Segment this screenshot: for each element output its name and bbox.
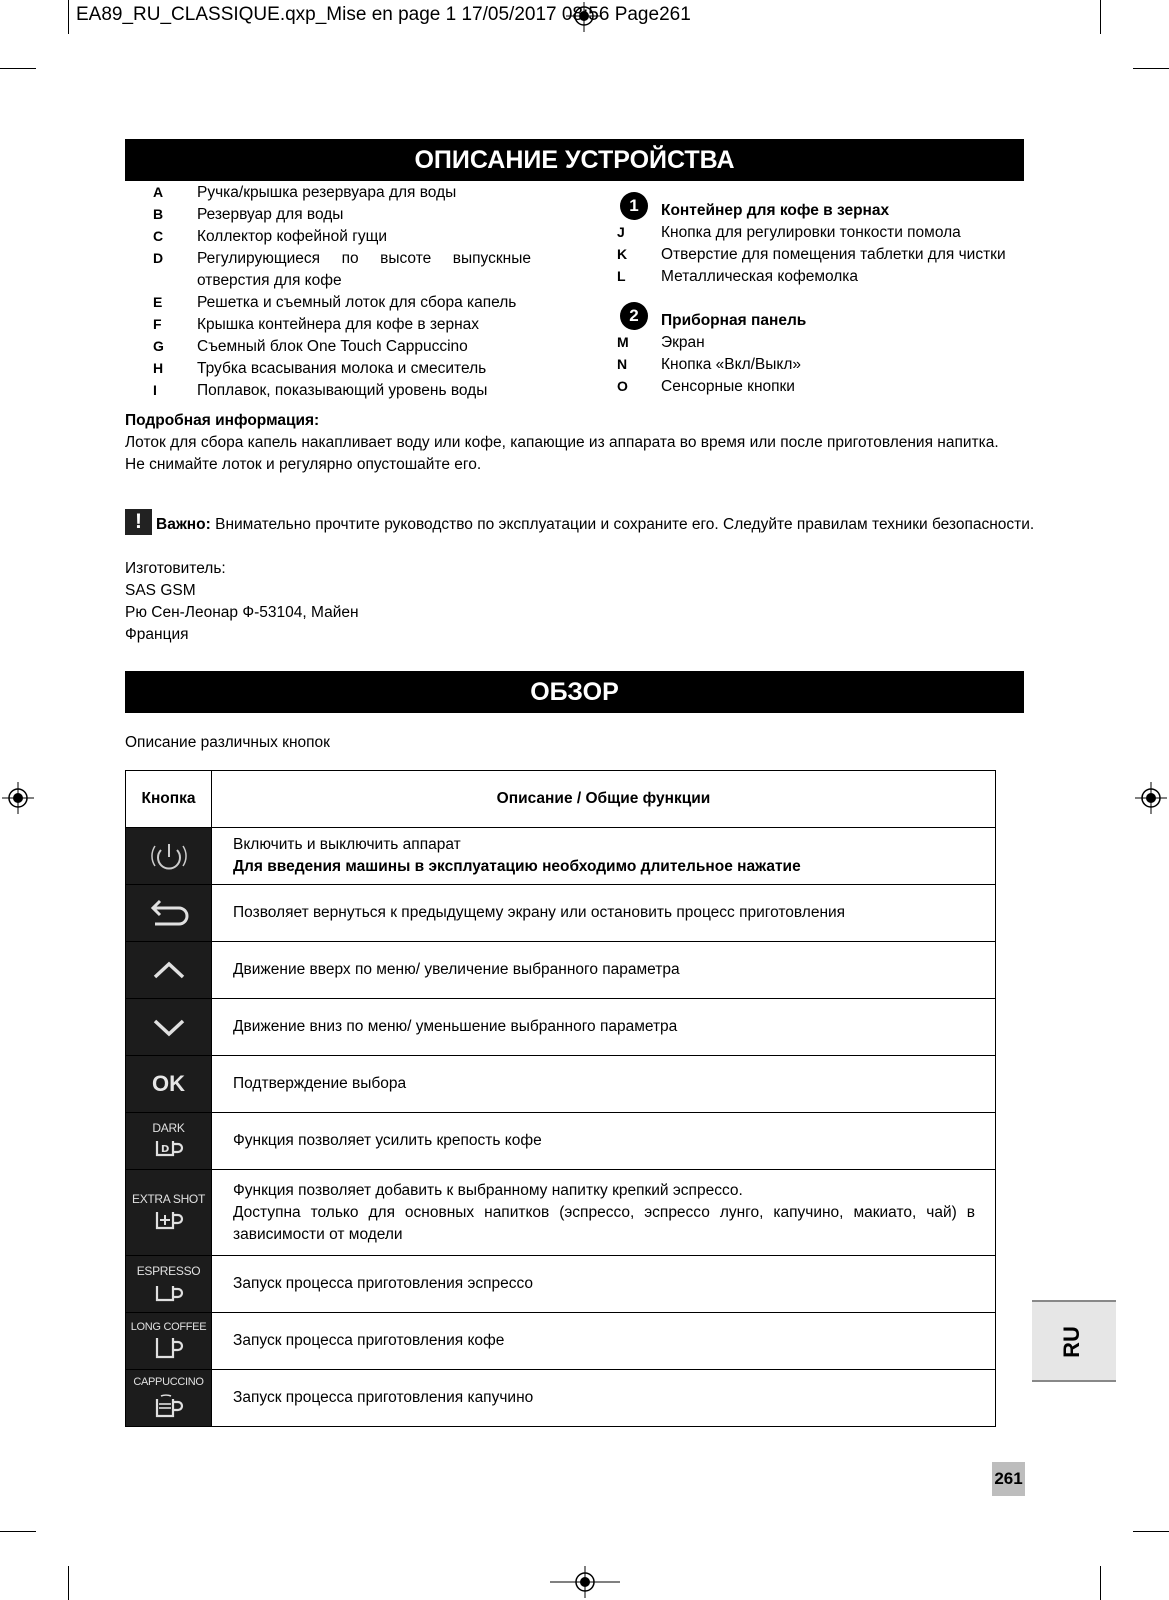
part-text: Сенсорные кнопки [661, 378, 795, 395]
part-text: Отверстие для помещения таблетки для чистки [661, 246, 1006, 263]
part-text: Кнопка «Вкл/Выкл» [661, 356, 802, 373]
part-text: Съемный блок One Touch Cappuccino [197, 338, 468, 355]
part-text: Кнопка для регулировки тонкости помола [661, 224, 961, 241]
part-letter: H [153, 360, 164, 376]
part-letter: N [617, 356, 628, 372]
group-title: Приборная панель [661, 312, 807, 329]
chevron-down-icon [126, 999, 212, 1056]
info-line: Не снимайте лоток и регулярно опустошайте его. [125, 456, 482, 473]
manufacturer-line: Рю Сен-Леонар Ф-53104, Майен [125, 604, 359, 621]
overview-intro: Описание различных кнопок [125, 734, 330, 751]
part-text: Металлическая кофемолка [661, 268, 859, 285]
section-title-overview: ОБЗОР [125, 671, 1024, 713]
info-line: Лоток для сбора капель накапливает воду или кофе, капающие из аппарата во время или после приготовления напитка. [125, 434, 999, 451]
ok-icon [126, 1056, 212, 1113]
table-row [126, 1056, 996, 1113]
table-header-row [126, 771, 996, 828]
icon-label: CAPPUCCINO [133, 1376, 204, 1388]
part-letter: A [153, 184, 164, 200]
part-text: Экран [661, 334, 705, 351]
description-cell: Движение вниз по меню/ уменьшение выбранного параметра [212, 999, 996, 1056]
part-letter: E [153, 294, 163, 310]
trim-mark [1133, 1531, 1169, 1532]
part-text: Ручка/крышка резервуара для воды [197, 184, 457, 201]
description-cell [212, 828, 996, 885]
part-text: Поплавок, показывающий уровень воды [197, 382, 488, 399]
description-text: Доступна только для основных напитков (эспрессо, эспрессо лунго, капучино, макиато, чай) в зависимости от модели [233, 1203, 975, 1243]
icon-label: LONG COFFEE [130, 1321, 207, 1333]
language-tab [1032, 1300, 1116, 1382]
description-text: Включить и выключить аппарат [233, 836, 461, 853]
svg-text:D: D [160, 1144, 169, 1155]
table-row [126, 1256, 996, 1313]
part-letter: C [153, 228, 164, 244]
group-number-badge: 1 [620, 192, 648, 220]
part-text: Решетка и съемный лоток для сбора капель [197, 294, 517, 311]
important-note [156, 514, 1034, 536]
description-bold-text: Для введения машины в эксплуатацию необходимо длительное нажатие [233, 858, 801, 875]
description-text: Функция позволяет добавить к выбранному напитку крепкий эспрессо. [233, 1181, 743, 1199]
trim-mark [68, 0, 69, 34]
manufacturer-line: SAS GSM [125, 582, 196, 599]
table-row [126, 1170, 996, 1256]
description-cell: Запуск процесса приготовления капучино [212, 1370, 996, 1427]
back-arrow-icon [126, 885, 212, 942]
cappuccino-cup-icon [126, 1370, 212, 1427]
right-parts-group-1 [617, 202, 1017, 292]
table-row [126, 1370, 996, 1427]
language-tab-label: RU [1059, 1326, 1084, 1358]
manufacturer-line: Франция [125, 626, 189, 643]
part-letter: B [153, 206, 164, 222]
buttons-table [125, 770, 996, 1427]
power-icon [126, 828, 212, 885]
trim-mark [1133, 68, 1169, 69]
description-cell [212, 1170, 996, 1256]
part-letter: F [153, 316, 162, 332]
dark-cup-icon [126, 1113, 212, 1170]
description-cell: Запуск процесса приготовления кофе [212, 1313, 996, 1370]
ok-label: OK [152, 1071, 185, 1096]
registration-mark [550, 1564, 620, 1600]
part-letter: I [153, 382, 157, 398]
trim-mark [1100, 1566, 1101, 1600]
info-title: Подробная информация: [125, 412, 320, 429]
part-text: Трубка всасывания молока и смеситель [197, 360, 487, 377]
table-row [126, 1313, 996, 1370]
long-coffee-cup-icon [126, 1313, 212, 1370]
registration-mark [0, 780, 36, 816]
right-parts-group-2 [617, 312, 1017, 402]
registration-mark [1133, 780, 1169, 816]
column-header: Описание / Общие функции [212, 771, 996, 828]
table-row [126, 828, 996, 885]
part-letter: D [153, 250, 164, 266]
icon-label: EXTRA SHOT [131, 1191, 205, 1206]
part-text: Резервуар для воды [197, 206, 344, 223]
warning-icon: ! [125, 509, 152, 535]
trim-mark [1100, 0, 1101, 34]
part-letter: K [617, 246, 628, 262]
extra-shot-cup-icon [126, 1170, 212, 1256]
icon-label: ESPRESSO [136, 1264, 201, 1278]
part-text: Коллектор кофейной гущи [197, 228, 388, 245]
group-number-badge: 2 [620, 302, 648, 330]
description-cell: Позволяет вернуться к предыдущему экрану или остановить процесс приготовления [212, 885, 996, 942]
left-parts-list [153, 184, 543, 404]
icon-label: DARK [152, 1121, 185, 1135]
espresso-cup-icon [126, 1256, 212, 1313]
description-cell: Подтверждение выбора [212, 1056, 996, 1113]
description-cell: Функция позволяет усилить крепость кофе [212, 1113, 996, 1170]
trim-mark [0, 1531, 36, 1532]
trim-mark [68, 1566, 69, 1600]
trim-mark [0, 68, 36, 69]
part-text: Регулирующиеся по высоте выпускные [197, 250, 531, 267]
part-letter: J [617, 224, 625, 240]
part-letter: G [153, 338, 164, 354]
group-title: Контейнер для кофе в зернах [661, 202, 890, 219]
description-cell: Движение вверх по меню/ увеличение выбранного параметра [212, 942, 996, 999]
page-number: 261 [992, 1462, 1025, 1496]
section-title-device-description: ОПИСАНИЕ УСТРОЙСТВА [125, 139, 1024, 181]
column-header: Кнопка [126, 771, 212, 828]
table-row [126, 999, 996, 1056]
part-letter: L [617, 268, 626, 284]
description-cell: Запуск процесса приготовления эспрессо [212, 1256, 996, 1313]
table-row [126, 885, 996, 942]
table-row [126, 1113, 996, 1170]
manufacturer-line: Изготовитель: [125, 560, 226, 577]
part-text: Крышка контейнера для кофе в зернах [197, 316, 480, 333]
part-text: отверстия для кофе [197, 272, 342, 289]
part-letter: O [617, 378, 628, 394]
important-text: Внимательно прочтите руководство по эксплуатации и сохраните его. Следуйте правилам техники безопасности. [215, 516, 1035, 533]
print-slug: EA89_RU_CLASSIQUE.qxp_Mise en page 1 17/05/2017 08:56 Page261 [76, 4, 691, 25]
part-letter: M [617, 334, 629, 350]
chevron-up-icon [126, 942, 212, 999]
table-row [126, 942, 996, 999]
important-label: Важно: [156, 516, 211, 533]
